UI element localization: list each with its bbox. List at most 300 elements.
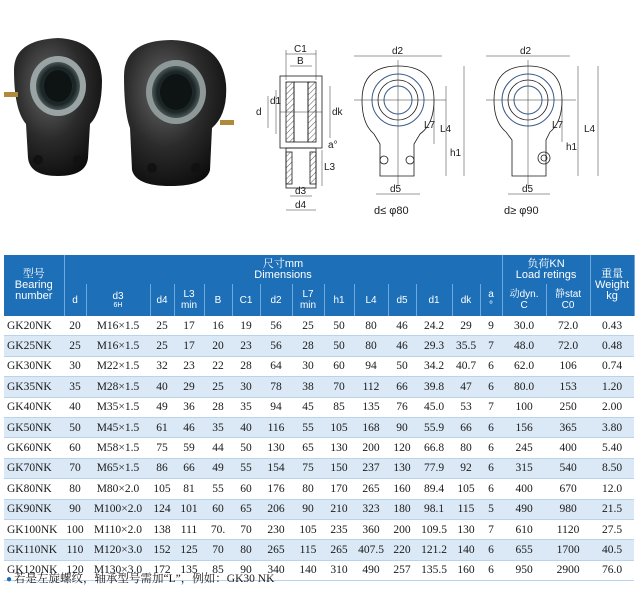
table-row <box>4 336 634 356</box>
label-d2-b: d2 <box>520 46 532 57</box>
value-cell: 160 <box>388 479 416 499</box>
value-cell: 39.8 <box>416 377 452 397</box>
col-b: B <box>204 284 232 316</box>
value-cell: 124 <box>150 499 174 519</box>
value-cell: 2900 <box>546 560 590 580</box>
table-header <box>4 255 634 316</box>
value-cell: 120 <box>64 560 86 580</box>
value-cell: 70 <box>232 519 260 539</box>
value-cell: 105 <box>452 479 480 499</box>
value-cell: 35 <box>204 417 232 437</box>
value-cell: 140 <box>452 540 480 560</box>
value-cell: 66 <box>174 458 204 478</box>
table-row <box>4 479 634 499</box>
value-cell: 116 <box>260 417 292 437</box>
value-cell: 78 <box>260 377 292 397</box>
value-cell: 235 <box>324 519 354 539</box>
value-cell: 115 <box>292 540 324 560</box>
value-cell: 17 <box>174 336 204 356</box>
value-cell: 6 <box>480 417 502 437</box>
table-row <box>4 397 634 417</box>
value-cell: 6 <box>480 560 502 580</box>
model-cell: GK70NK <box>4 458 64 478</box>
value-cell: 60 <box>64 438 86 458</box>
value-cell: 90 <box>292 499 324 519</box>
value-cell: 250 <box>546 397 590 417</box>
value-cell: 86 <box>150 458 174 478</box>
specification-table <box>4 255 635 581</box>
table-row <box>4 499 634 519</box>
value-cell: 92 <box>452 458 480 478</box>
col-l4: L4 <box>354 284 388 316</box>
value-cell: 59 <box>174 438 204 458</box>
label-h1-b: h1 <box>566 142 578 153</box>
value-cell: 70. <box>204 519 232 539</box>
value-cell: 172 <box>150 560 174 580</box>
table-row <box>4 540 634 560</box>
value-cell: 25 <box>150 336 174 356</box>
value-cell: 55.9 <box>416 417 452 437</box>
footnote-text: 若是左旋螺纹，轴承型号需加“L”，例如：GK30 NK <box>14 573 275 585</box>
label-d5-a: d5 <box>390 184 402 195</box>
value-cell: 70 <box>64 458 86 478</box>
table-row <box>4 417 634 437</box>
value-cell: 30 <box>232 377 260 397</box>
value-cell: 27.5 <box>590 519 634 539</box>
model-cell: GK60NK <box>4 438 64 458</box>
value-cell: 106 <box>546 356 590 376</box>
header-weight: 重量 Weight kg <box>590 255 634 316</box>
value-cell: 365 <box>546 417 590 437</box>
table-row <box>4 356 634 376</box>
value-cell: 168 <box>354 417 388 437</box>
value-cell: 1120 <box>546 519 590 539</box>
value-cell: 40.7 <box>452 356 480 376</box>
value-cell: 66 <box>388 377 416 397</box>
col-c1: C1 <box>232 284 260 316</box>
value-cell: 6 <box>480 438 502 458</box>
value-cell: 135 <box>174 560 204 580</box>
value-cell: 3.80 <box>590 417 634 437</box>
value-cell: 125 <box>174 540 204 560</box>
value-cell: 60 <box>324 356 354 376</box>
illustration-area <box>0 0 638 250</box>
value-cell: 156 <box>502 417 546 437</box>
value-cell: M28×1.5 <box>86 377 150 397</box>
value-cell: 80 <box>354 336 388 356</box>
technical-drawings <box>250 0 638 230</box>
value-cell: 105 <box>292 519 324 539</box>
value-cell: 30 <box>292 356 324 376</box>
value-cell: 28 <box>204 397 232 417</box>
value-cell: 28 <box>292 336 324 356</box>
value-cell: 28 <box>232 356 260 376</box>
footnote <box>6 570 274 586</box>
front-view-small-drawing <box>354 46 464 217</box>
value-cell: 2.00 <box>590 397 634 417</box>
value-cell: 24.2 <box>416 316 452 336</box>
value-cell: 50 <box>388 356 416 376</box>
model-cell: GK30NK <box>4 356 64 376</box>
col-stat: 静stat C0 <box>546 284 590 316</box>
value-cell: 75 <box>292 458 324 478</box>
value-cell: 1700 <box>546 540 590 560</box>
value-cell: 245 <box>502 438 546 458</box>
value-cell: 80 <box>452 438 480 458</box>
value-cell: 315 <box>502 458 546 478</box>
value-cell: 323 <box>354 499 388 519</box>
value-cell: 130 <box>452 519 480 539</box>
value-cell: M22×1.5 <box>86 356 150 376</box>
model-cell: GK110NK <box>4 540 64 560</box>
value-cell: 35.5 <box>452 336 480 356</box>
value-cell: 12.0 <box>590 479 634 499</box>
value-cell: 135 <box>354 397 388 417</box>
value-cell: 5 <box>480 499 502 519</box>
value-cell: 46 <box>174 417 204 437</box>
value-cell: 55 <box>292 417 324 437</box>
value-cell: 64 <box>260 356 292 376</box>
value-cell: 72.0 <box>546 316 590 336</box>
value-cell: 210 <box>324 499 354 519</box>
col-d2: d2 <box>260 284 292 316</box>
label-d: d <box>256 107 262 118</box>
value-cell: 50 <box>64 417 86 437</box>
table-row <box>4 377 634 397</box>
value-cell: 49 <box>204 458 232 478</box>
label-b: B <box>297 56 304 67</box>
value-cell: 6 <box>480 458 502 478</box>
model-cell: GK100NK <box>4 519 64 539</box>
label-d5-b: d5 <box>522 184 534 195</box>
value-cell: 49 <box>150 397 174 417</box>
value-cell: M110×2.0 <box>86 519 150 539</box>
value-cell: 154 <box>260 458 292 478</box>
header-dimensions: 尺寸mm Dimensions <box>64 255 502 284</box>
value-cell: 153 <box>546 377 590 397</box>
value-cell: 6 <box>480 356 502 376</box>
model-cell: GK120NK <box>4 560 64 580</box>
value-cell: 0.43 <box>590 316 634 336</box>
section-view-drawing <box>256 44 344 211</box>
value-cell: M58×1.5 <box>86 438 150 458</box>
caption-large: d≥ φ90 <box>504 205 539 217</box>
value-cell: 77.9 <box>416 458 452 478</box>
value-cell: 950 <box>502 560 546 580</box>
front-view-large-drawing <box>486 46 598 217</box>
value-cell: 1.20 <box>590 377 634 397</box>
value-cell: 98.1 <box>416 499 452 519</box>
value-cell: 100 <box>502 397 546 417</box>
label-d4: d4 <box>295 200 307 211</box>
value-cell: 130 <box>260 438 292 458</box>
value-cell: 85 <box>204 560 232 580</box>
label-dk: dk <box>332 107 343 118</box>
value-cell: 980 <box>546 499 590 519</box>
value-cell: 40 <box>232 417 260 437</box>
value-cell: 35 <box>232 397 260 417</box>
value-cell: 35 <box>64 377 86 397</box>
value-cell: 360 <box>354 519 388 539</box>
model-cell: GK25NK <box>4 336 64 356</box>
label-h1-a: h1 <box>450 148 462 159</box>
table-row <box>4 438 634 458</box>
value-cell: 6 <box>480 540 502 560</box>
value-cell: 670 <box>546 479 590 499</box>
value-cell: 45.0 <box>416 397 452 417</box>
col-dyn: 动dyn. C <box>502 284 546 316</box>
value-cell: 138 <box>150 519 174 539</box>
value-cell: 140 <box>292 560 324 580</box>
value-cell: 6 <box>480 377 502 397</box>
value-cell: 72.0 <box>546 336 590 356</box>
value-cell: 400 <box>502 479 546 499</box>
value-cell: M130×3.0 <box>86 560 150 580</box>
value-cell: 200 <box>354 438 388 458</box>
value-cell: 610 <box>502 519 546 539</box>
value-cell: 5.40 <box>590 438 634 458</box>
value-cell: 170 <box>324 479 354 499</box>
value-cell: 110 <box>64 540 86 560</box>
caption-small: d≤ φ80 <box>374 205 409 217</box>
value-cell: 36 <box>174 397 204 417</box>
value-cell: 29.3 <box>416 336 452 356</box>
value-cell: 101 <box>174 499 204 519</box>
value-cell: M16×1.5 <box>86 336 150 356</box>
value-cell: 135.5 <box>416 560 452 580</box>
col-dk: dk <box>452 284 480 316</box>
value-cell: M16×1.5 <box>86 316 150 336</box>
value-cell: 265 <box>260 540 292 560</box>
value-cell: 46 <box>388 336 416 356</box>
value-cell: 65 <box>292 438 324 458</box>
value-cell: 20 <box>204 336 232 356</box>
value-cell: 109.5 <box>416 519 452 539</box>
value-cell: 89.4 <box>416 479 452 499</box>
value-cell: 0.48 <box>590 336 634 356</box>
value-cell: 7 <box>480 519 502 539</box>
value-cell: 490 <box>502 499 546 519</box>
value-cell: 56 <box>260 316 292 336</box>
value-cell: 80 <box>64 479 86 499</box>
value-cell: 237 <box>354 458 388 478</box>
value-cell: 62.0 <box>502 356 546 376</box>
value-cell: 47 <box>452 377 480 397</box>
value-cell: 40 <box>150 377 174 397</box>
col-d4: d4 <box>150 284 174 316</box>
table-row <box>4 316 634 336</box>
label-l7-b: L7 <box>552 120 564 131</box>
value-cell: M65×1.5 <box>86 458 150 478</box>
value-cell: 8.50 <box>590 458 634 478</box>
value-cell: 206 <box>260 499 292 519</box>
value-cell: M35×1.5 <box>86 397 150 417</box>
label-alpha: a° <box>328 140 338 151</box>
value-cell: 53 <box>452 397 480 417</box>
value-cell: 20 <box>64 316 86 336</box>
value-cell: 105 <box>324 417 354 437</box>
value-cell: 105 <box>150 479 174 499</box>
value-cell: 60 <box>204 499 232 519</box>
value-cell: 16 <box>204 316 232 336</box>
table-row <box>4 519 634 539</box>
value-cell: 25 <box>64 336 86 356</box>
value-cell: 40 <box>64 397 86 417</box>
value-cell: 655 <box>502 540 546 560</box>
value-cell: 29 <box>452 316 480 336</box>
rod-end-photo-angled <box>124 40 234 186</box>
col-l3: L3 min <box>174 284 204 316</box>
value-cell: 38 <box>292 377 324 397</box>
value-cell: 55 <box>232 458 260 478</box>
value-cell: 540 <box>546 458 590 478</box>
model-cell: GK80NK <box>4 479 64 499</box>
value-cell: 32 <box>150 356 174 376</box>
label-l7-a: L7 <box>424 120 436 131</box>
value-cell: 265 <box>354 479 388 499</box>
value-cell: 80 <box>292 479 324 499</box>
value-cell: 80 <box>354 316 388 336</box>
value-cell: 407.5 <box>354 540 388 560</box>
value-cell: 44 <box>204 438 232 458</box>
value-cell: 85 <box>324 397 354 417</box>
col-a: a ° <box>480 284 502 316</box>
value-cell: 23 <box>232 336 260 356</box>
value-cell: 61 <box>150 417 174 437</box>
model-cell: GK50NK <box>4 417 64 437</box>
value-cell: 76 <box>388 397 416 417</box>
bullet-icon: ● <box>6 574 13 585</box>
value-cell: 50 <box>232 438 260 458</box>
value-cell: 90 <box>388 417 416 437</box>
value-cell: 150 <box>324 458 354 478</box>
value-cell: 56 <box>260 336 292 356</box>
value-cell: 45 <box>292 397 324 417</box>
value-cell: 180 <box>388 499 416 519</box>
value-cell: 30.0 <box>502 316 546 336</box>
value-cell: 490 <box>354 560 388 580</box>
value-cell: 46 <box>388 316 416 336</box>
table-body <box>4 316 634 581</box>
value-cell: 112 <box>354 377 388 397</box>
product-photos <box>0 0 250 220</box>
value-cell: 55 <box>204 479 232 499</box>
value-cell: M100×2.0 <box>86 499 150 519</box>
value-cell: 90 <box>64 499 86 519</box>
value-cell: 80 <box>232 540 260 560</box>
label-l4-b: L4 <box>584 124 596 135</box>
model-cell: GK40NK <box>4 397 64 417</box>
value-cell: 70 <box>204 540 232 560</box>
value-cell: 80.0 <box>502 377 546 397</box>
value-cell: 230 <box>260 519 292 539</box>
value-cell: 90 <box>232 560 260 580</box>
col-d3: d3 6H <box>86 284 150 316</box>
value-cell: M120×3.0 <box>86 540 150 560</box>
value-cell: 66 <box>452 417 480 437</box>
value-cell: 19 <box>232 316 260 336</box>
col-d: d <box>64 284 86 316</box>
header-model: 型号 Bearing number <box>4 255 64 316</box>
col-l7: L7 min <box>292 284 324 316</box>
value-cell: 48.0 <box>502 336 546 356</box>
value-cell: 81 <box>174 479 204 499</box>
value-cell: 25 <box>292 316 324 336</box>
value-cell: 340 <box>260 560 292 580</box>
value-cell: 76.0 <box>590 560 634 580</box>
value-cell: 100 <box>64 519 86 539</box>
value-cell: 152 <box>150 540 174 560</box>
value-cell: 310 <box>324 560 354 580</box>
value-cell: 25 <box>150 316 174 336</box>
value-cell: 6 <box>480 479 502 499</box>
col-h1: h1 <box>324 284 354 316</box>
value-cell: 50 <box>324 336 354 356</box>
value-cell: M80×2.0 <box>86 479 150 499</box>
value-cell: 115 <box>452 499 480 519</box>
value-cell: 21.5 <box>590 499 634 519</box>
value-cell: 7 <box>480 336 502 356</box>
value-cell: 7 <box>480 397 502 417</box>
label-d3: d3 <box>295 186 307 197</box>
value-cell: 160 <box>452 560 480 580</box>
value-cell: 25 <box>204 377 232 397</box>
label-d1: d1 <box>270 96 282 107</box>
value-cell: 70 <box>324 377 354 397</box>
value-cell: 120 <box>388 438 416 458</box>
value-cell: 75 <box>150 438 174 458</box>
value-cell: 130 <box>388 458 416 478</box>
model-cell: GK90NK <box>4 499 64 519</box>
value-cell: 200 <box>388 519 416 539</box>
value-cell: 9 <box>480 316 502 336</box>
value-cell: 130 <box>324 438 354 458</box>
col-d5: d5 <box>388 284 416 316</box>
value-cell: 50 <box>324 316 354 336</box>
value-cell: 400 <box>546 438 590 458</box>
value-cell: 17 <box>174 316 204 336</box>
col-d1: d1 <box>416 284 452 316</box>
value-cell: M45×1.5 <box>86 417 150 437</box>
label-c1: C1 <box>294 44 307 55</box>
value-cell: 30 <box>64 356 86 376</box>
value-cell: 111 <box>174 519 204 539</box>
value-cell: 60 <box>232 479 260 499</box>
label-l3: L3 <box>324 162 336 173</box>
value-cell: 94 <box>354 356 388 376</box>
value-cell: 34.2 <box>416 356 452 376</box>
value-cell: 66.8 <box>416 438 452 458</box>
value-cell: 121.2 <box>416 540 452 560</box>
header-load: 负荷KN Load retings <box>502 255 590 284</box>
value-cell: 176 <box>260 479 292 499</box>
rod-end-photo-front <box>4 38 102 176</box>
value-cell: 0.74 <box>590 356 634 376</box>
value-cell: 220 <box>388 540 416 560</box>
value-cell: 29 <box>174 377 204 397</box>
value-cell: 94 <box>260 397 292 417</box>
label-d2-a: d2 <box>392 46 404 57</box>
table-row <box>4 458 634 478</box>
value-cell: 265 <box>324 540 354 560</box>
label-l4-a: L4 <box>440 124 452 135</box>
model-cell: GK20NK <box>4 316 64 336</box>
model-cell: GK35NK <box>4 377 64 397</box>
value-cell: 257 <box>388 560 416 580</box>
value-cell: 23 <box>174 356 204 376</box>
value-cell: 40.5 <box>590 540 634 560</box>
value-cell: 65 <box>232 499 260 519</box>
